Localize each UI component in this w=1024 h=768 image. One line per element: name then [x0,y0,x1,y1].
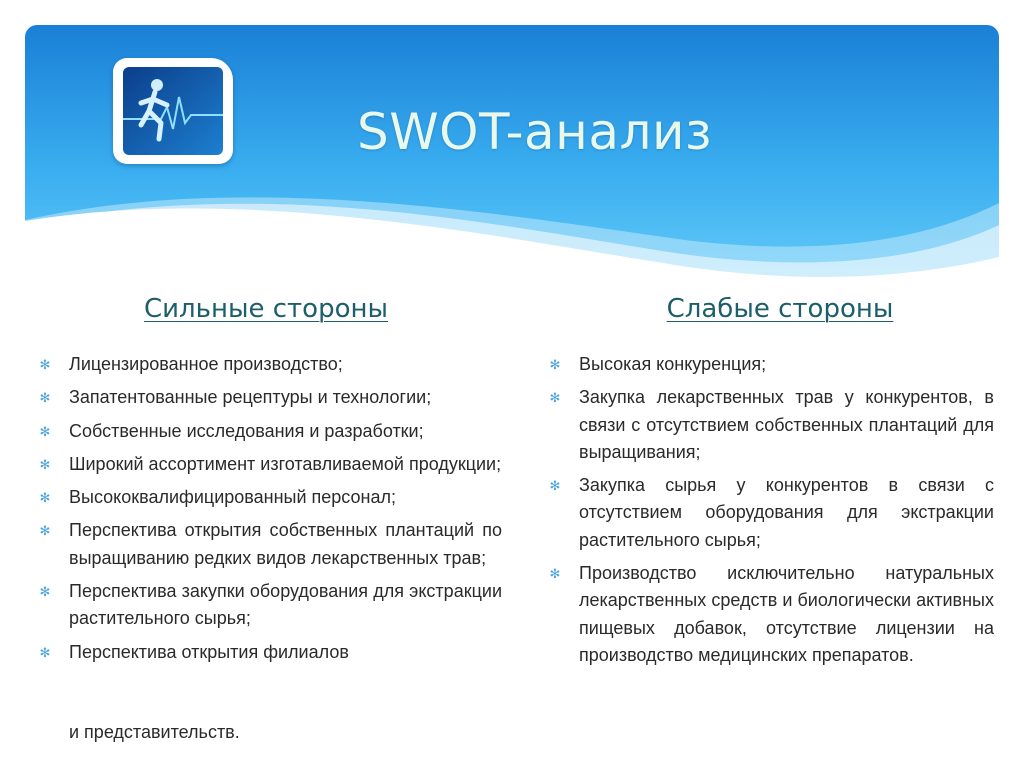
bullet-asterisk-icon: ✻ [39,644,51,660]
list-item-continuation: и представительств. [69,722,240,742]
logo-badge [113,58,233,164]
bullet-asterisk-icon: ✻ [39,523,51,539]
list-item-text: Закупка сырья у конкурентов в связи с отсутствием оборудования для экстракции растительного сырья; [579,475,994,550]
bullet-asterisk-icon: ✻ [39,390,51,406]
bullet-asterisk-icon: ✻ [549,390,561,406]
list-item [38,384,502,411]
list-item [548,472,994,554]
slide-header-banner [25,25,999,290]
list-item [38,418,502,445]
weaknesses-heading: Слабые стороны [666,294,894,324]
list-item [548,384,994,466]
bullet-asterisk-icon: ✻ [549,566,561,582]
strengths-list [38,351,502,672]
list-item-text: Запатентованные рецептуры и технологии; [69,387,432,408]
list-item [38,351,502,378]
bullet-asterisk-icon: ✻ [549,357,561,372]
running-figure-heartbeat-icon [123,67,223,155]
slide-title: SWOT-анализ [357,103,713,161]
list-item [38,484,502,511]
bullet-asterisk-icon: ✻ [39,423,51,439]
bullet-asterisk-icon: ✻ [549,478,561,494]
list-item-text: Собственные исследования и разработки; [69,420,424,441]
list-item-text: Перспектива закупки оборудования для экстракции растительного сырья; [69,581,502,629]
bullet-asterisk-icon: ✻ [39,456,51,472]
bullet-asterisk-icon: ✻ [39,490,51,506]
list-item-text: Производство исключительно натуральных лекарственных средств и биологически активных пищевых добавок, отсутствие лицензии на производство медицинских препаратов. [579,563,994,665]
bullet-asterisk-icon: ✻ [39,584,51,600]
list-item [548,560,994,669]
list-item [548,351,994,378]
strengths-heading: Сильные стороны [143,294,389,324]
list-item [38,517,502,572]
list-item-text: Высокая конкуренция; [579,354,767,374]
list-item-text: Широкий ассортимент изготавливаемой продукции; [69,453,502,474]
bullet-asterisk-icon: ✻ [39,357,51,372]
list-item [38,451,502,478]
list-item-text: Перспектива открытия собственных плантаций по выращиванию редких видов лекарственных трав; [69,520,502,568]
list-item [38,639,502,666]
list-item-text: Перспектива открытия филиалов [69,641,349,662]
list-item-text: Лицензированное производство; [69,354,343,374]
list-item-text: Высококвалифицированный персонал; [69,487,396,508]
list-item-text: Закупка лекарственных трав у конкурентов, в связи с отсутствием собственных плантаций для выращивания; [579,387,994,462]
weaknesses-list [548,351,994,675]
list-item [38,578,502,633]
